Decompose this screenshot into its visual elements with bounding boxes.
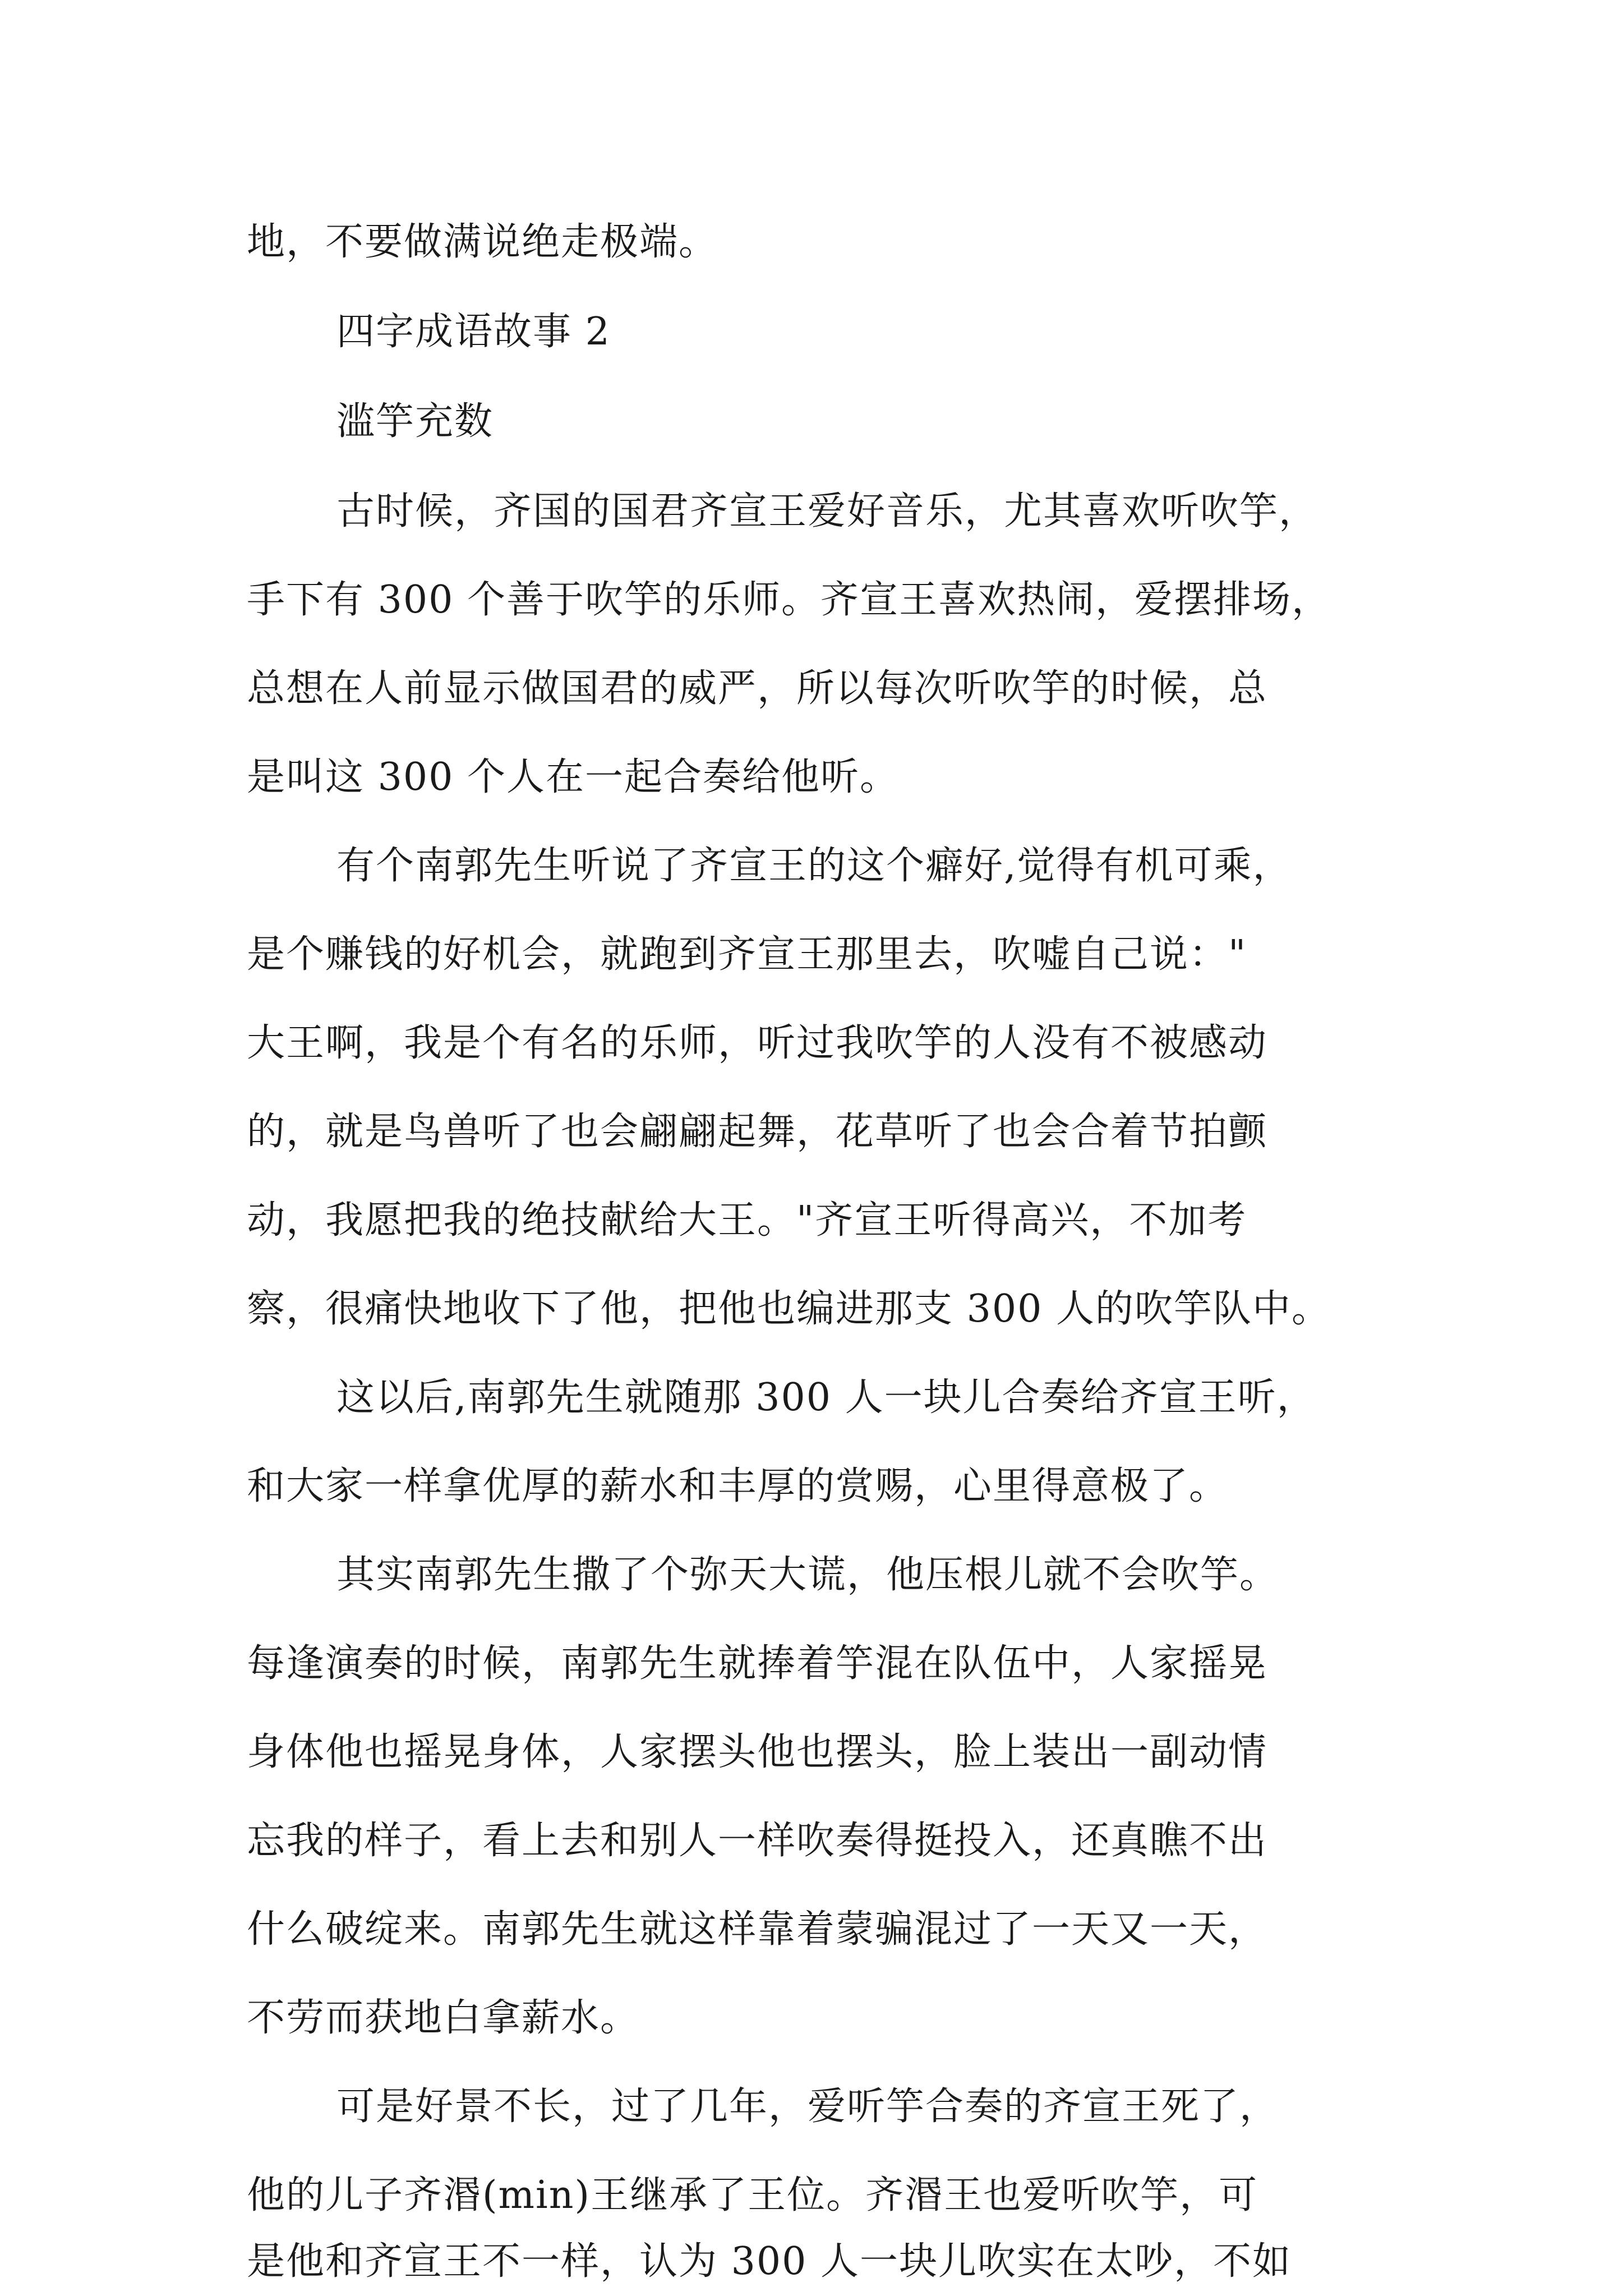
paragraph-line: 忘我的样子，看上去和别人一样吹奏得挺投入，还真瞧不出	[247, 1819, 1268, 1863]
paragraph-line: 其实南郭先生撒了个弥天大谎，他压根儿就不会吹竽。	[336, 1553, 1279, 1597]
paragraph-line: 是他和齐宣王不一样，认为 300 人一块儿吹实在太吵，不如	[247, 2239, 1292, 2284]
paragraph-line: 身体他也摇晃身体，人家摆头他也摆头，脸上装出一副动情	[247, 1730, 1268, 1774]
paragraph-line: 察，很痛快地收下了他，把他也编进那支 300 人的吹竽队中。	[247, 1287, 1331, 1331]
paragraph-line: 每逢演奏的时候，南郭先生就捧着竽混在队伍中，人家摇晃	[247, 1641, 1268, 1686]
paragraph-line: 总想在人前显示做国君的威严，所以每次听吹竽的时候，总	[247, 666, 1268, 711]
paragraph-line: 不劳而获地白拿薪水。	[247, 1996, 640, 2040]
paragraph-line: 有个南郭先生听说了齐宣王的这个癖好,觉得有机可乘，	[336, 844, 1292, 888]
paragraph-line: 可是好景不长，过了几年，爱听竽合奏的齐宣王死了，	[336, 2085, 1279, 2129]
paragraph-line: 他的儿子齐湣(min)王继承了王位。齐湣王也爱听吹竽，可	[247, 2173, 1258, 2217]
section-heading: 四字成语故事 2	[336, 310, 611, 354]
paragraph-line: 的，就是鸟兽听了也会翩翩起舞，花草听了也会合着节拍颤	[247, 1110, 1268, 1154]
paragraph-line: 手下有 300 个善于吹竽的乐师。齐宣王喜欢热闹，爱摆排场，	[247, 578, 1331, 622]
carryover-line: 地，不要做满说绝走极端。	[247, 220, 718, 264]
paragraph-line: 和大家一样拿优厚的薪水和丰厚的赏赐，心里得意极了。	[247, 1464, 1229, 1508]
paragraph-line: 古时候，齐国的国君齐宣王爱好音乐，尤其喜欢听吹竽，	[336, 489, 1318, 533]
paragraph-line: 这以后,南郭先生就随那 300 人一块儿合奏给齐宣王听，	[336, 1375, 1316, 1420]
paragraph-line: 是个赚钱的好机会，就跑到齐宣王那里去，吹嘘自己说："	[247, 932, 1247, 977]
paragraph-line: 什么破绽来。南郭先生就这样靠着蒙骗混过了一天又一天，	[247, 1907, 1268, 1952]
paragraph-line: 是叫这 300 个人在一起合奏给他听。	[247, 755, 900, 799]
paragraph-line: 动，我愿把我的绝技献给大王。"齐宣王听得高兴，不加考	[247, 1198, 1247, 1243]
story-title: 滥竽充数	[336, 399, 494, 444]
paragraph-line: 大王啊，我是个有名的乐师，听过我吹竽的人没有不被感动	[247, 1021, 1268, 1065]
